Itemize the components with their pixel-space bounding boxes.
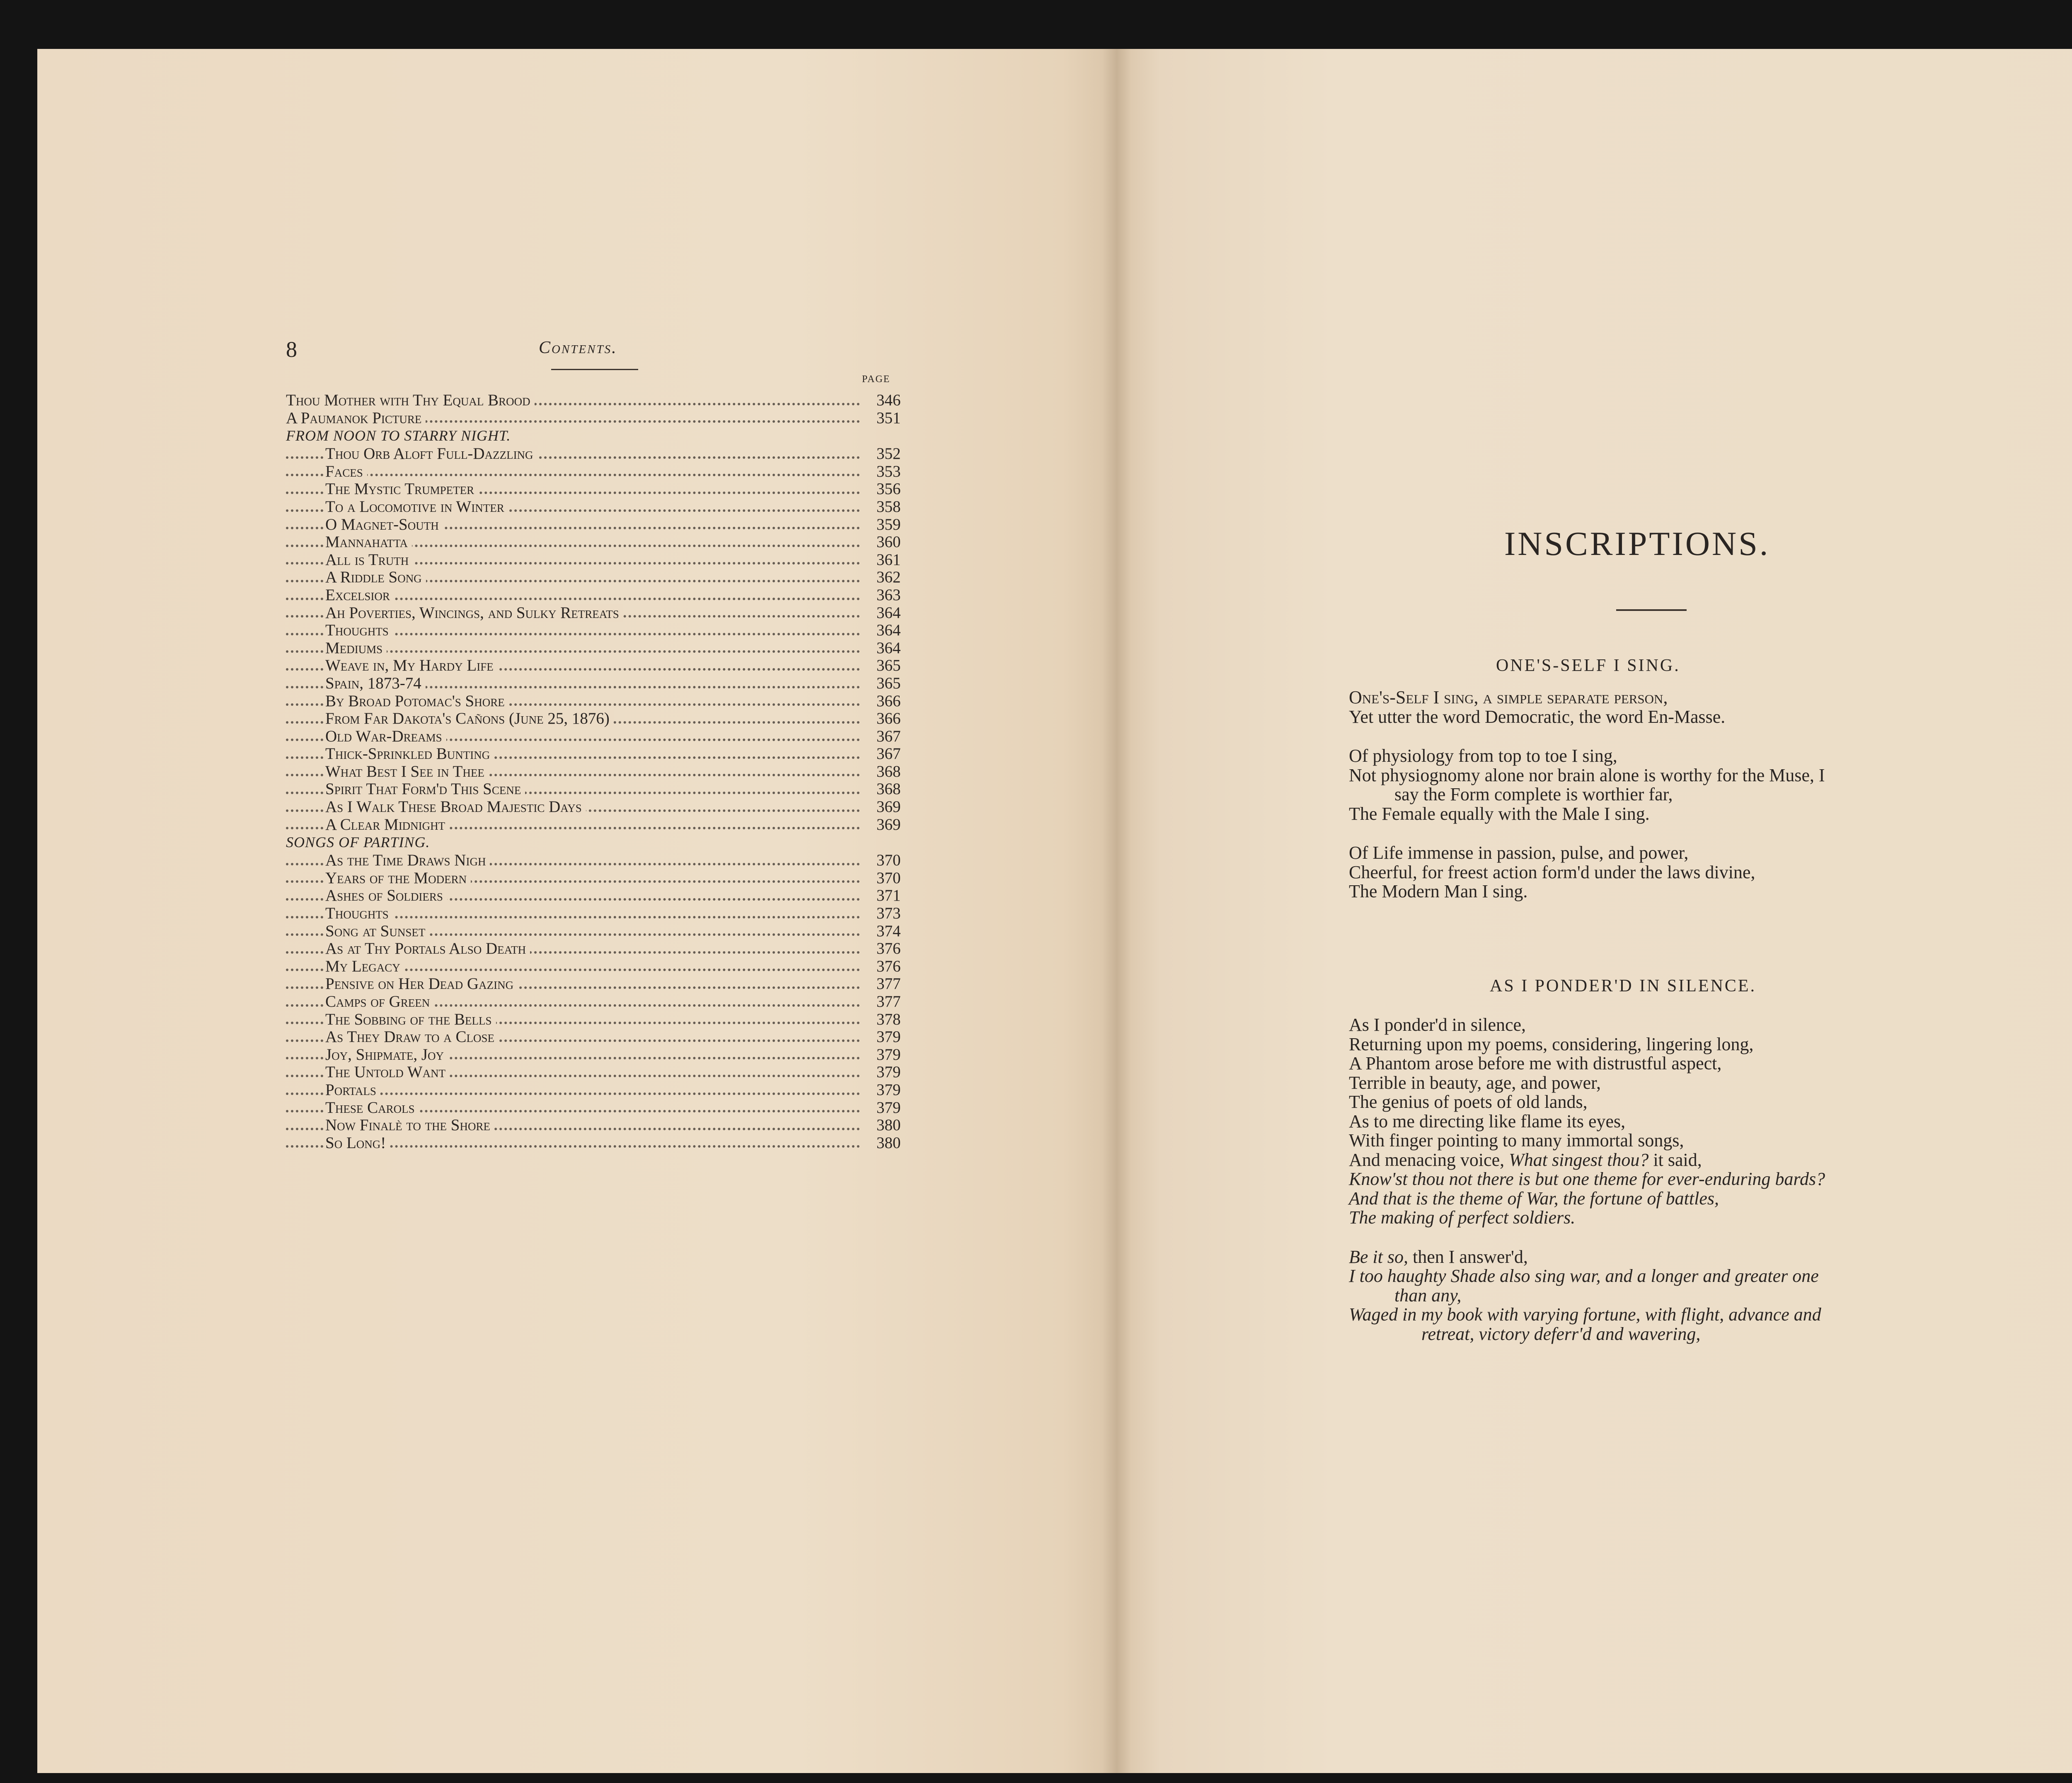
toc-entry-title: Thou Mother with Thy Equal Brood <box>286 392 535 409</box>
verse-line: Not physiognomy alone nor brain alone is worthy for the Muse, I <box>1349 765 1825 785</box>
toc-entry <box>286 958 908 976</box>
right-page <box>1117 49 2072 1773</box>
toc-entry-title: As I Walk These Broad Majestic Days <box>325 798 586 816</box>
toc-entry-title: By Broad Potomac's Shore <box>325 693 509 710</box>
toc-entry <box>286 1028 908 1046</box>
toc-entry-page: 364 <box>876 639 901 657</box>
verse-line <box>1349 1248 1825 1267</box>
toc-entry <box>286 622 908 640</box>
stanza-break <box>1349 824 1825 843</box>
toc-entry-page: 380 <box>876 1134 901 1152</box>
toc-entry <box>286 392 908 409</box>
toc-entry-page: 364 <box>876 603 901 622</box>
toc-entry <box>286 533 908 551</box>
verse-text: And menacing voice, <box>1349 1149 1505 1170</box>
toc-entry <box>286 480 908 498</box>
toc-entry-page: 379 <box>876 1080 901 1099</box>
toc-entry <box>286 1134 908 1152</box>
toc-entry <box>286 1064 908 1081</box>
verse-line: Terrible in beauty, age, and power, <box>1349 1072 1601 1093</box>
table-of-contents <box>286 392 908 1152</box>
verse-line: Returning upon my poems, considering, lingering long, <box>1349 1034 1754 1054</box>
toc-entry-title: As the Time Draws Nigh <box>325 852 490 869</box>
poem-title: AS I PONDER'D IN SILENCE. <box>1490 976 1757 996</box>
verse-line: And that is the theme of War, the fortune of battles, <box>1349 1188 1719 1209</box>
toc-entry-page: 380 <box>876 1116 901 1134</box>
book-gutter <box>1102 49 1131 1773</box>
toc-entry <box>286 463 908 481</box>
toc-entry-page: 362 <box>876 568 901 586</box>
toc-entry <box>286 498 908 516</box>
toc-entry-page: 369 <box>876 798 901 816</box>
toc-entry-title: Weave in, My Hardy Life <box>325 657 498 674</box>
verse-line: One's-Self I sing, a simple separate person, <box>1349 687 1668 707</box>
toc-entry-title: The Mystic Trumpeter <box>325 480 478 498</box>
toc-entry-title: SONGS OF PARTING. <box>286 833 434 851</box>
toc-entry <box>286 905 908 923</box>
toc-entry-page: 370 <box>876 869 901 887</box>
toc-entry-page: 370 <box>876 851 901 870</box>
verse-line: I too haughty Shade also sing war, and a longer and greater one <box>1349 1266 1819 1286</box>
toc-entry <box>286 923 908 940</box>
title-rule <box>1616 609 1687 611</box>
toc-entry <box>286 852 908 870</box>
toc-entry-page: 368 <box>876 780 901 798</box>
toc-entry-page: 365 <box>876 674 901 692</box>
toc-entry-title: Years of the Modern <box>325 870 471 887</box>
toc-entry-title: Joy, Shipmate, Joy <box>325 1046 448 1064</box>
toc-entry-page: 367 <box>876 745 901 763</box>
verse-line: than any, <box>1394 1285 1462 1306</box>
toc-entry-page: 358 <box>876 497 901 516</box>
toc-entry-page: 369 <box>876 815 901 833</box>
toc-entry <box>286 604 908 622</box>
verse-text: it said, <box>1648 1149 1702 1170</box>
toc-entry <box>286 586 908 604</box>
toc-entry-title: Song at Sunset <box>325 923 429 940</box>
verse-line <box>1349 1151 1825 1170</box>
toc-entry-title: FROM NOON TO STARRY NIGHT. <box>286 427 515 444</box>
toc-entry <box>286 445 908 463</box>
toc-entry-page: 365 <box>876 657 901 675</box>
toc-entry-title: O Magnet-South <box>325 516 443 533</box>
toc-entry-title: Spain, 1873-74 <box>325 675 426 692</box>
toc-entry <box>286 657 908 675</box>
toc-entry-page: 356 <box>876 480 901 498</box>
toc-entry <box>286 1046 908 1064</box>
toc-entry-title: What Best I See in Thee <box>325 763 489 780</box>
verse-line: Waged in my book with varying fortune, with flight, advance and <box>1349 1304 1821 1325</box>
toc-entry <box>286 993 908 1011</box>
verse-italic: Be it so, <box>1349 1246 1408 1267</box>
toc-entry <box>286 1011 908 1029</box>
toc-entry <box>286 745 908 763</box>
toc-entry-page: 359 <box>876 515 901 533</box>
toc-entry-page: 353 <box>876 462 901 480</box>
toc-section-heading <box>286 833 908 852</box>
toc-entry-page: 371 <box>876 887 901 905</box>
verse-line: The Modern Man I sing. <box>1349 881 1528 901</box>
toc-entry-title: A Paumanok Picture <box>286 409 426 427</box>
toc-entry <box>286 710 908 728</box>
verse-line: The genius of poets of old lands, <box>1349 1092 1588 1112</box>
toc-entry-title: Faces <box>325 463 367 480</box>
toc-entry-title: Now Finalè to the Shore <box>325 1117 494 1134</box>
toc-entry <box>286 816 908 834</box>
toc-entry-title: A Clear Midnight <box>325 816 449 833</box>
toc-entry <box>286 640 908 657</box>
verse-line: Of Life immense in passion, pulse, and power, <box>1349 843 1689 863</box>
toc-entry <box>286 1117 908 1134</box>
verse-line: The Female equally with the Male I sing. <box>1349 803 1650 824</box>
title-rule <box>551 369 638 370</box>
toc-entry <box>286 1099 908 1117</box>
toc-entry-title: The Untold Want <box>325 1064 450 1081</box>
toc-entry-title: Ashes of Soldiers <box>325 887 447 904</box>
toc-entry-page: 352 <box>876 445 901 463</box>
verse-line: With finger pointing to many immortal songs, <box>1349 1130 1684 1151</box>
toc-entry-page: 374 <box>876 922 901 940</box>
toc-entry <box>286 569 908 586</box>
toc-entry-title: Mannahatta <box>325 533 412 551</box>
verse-line: say the Form complete is worthier far, <box>1394 784 1673 804</box>
toc-entry-page: 376 <box>876 957 901 975</box>
verse-line: As I ponder'd in silence, <box>1349 1015 1526 1035</box>
verse-line: As to me directing like flame its eyes, <box>1349 1111 1626 1131</box>
verse-line: Of physiology from top to toe I sing, <box>1349 746 1617 766</box>
toc-entry-page: 368 <box>876 762 901 780</box>
toc-entry-page: 377 <box>876 975 901 993</box>
toc-entry <box>286 728 908 746</box>
toc-entry-page: 373 <box>876 904 901 923</box>
toc-entry-title: As They Draw to a Close <box>325 1028 499 1046</box>
page-number: 8 <box>286 337 297 362</box>
toc-entry-title: Ah Poverties, Wincings, and Sulky Retreats <box>325 604 623 622</box>
poem-body <box>1349 1015 1825 1344</box>
toc-entry-page: 364 <box>876 621 901 640</box>
poem-body <box>1349 688 1825 901</box>
stanza-break <box>1349 1228 1825 1248</box>
toc-entry <box>286 798 908 816</box>
toc-entry-title: Thick-Sprinkled Bunting <box>325 745 494 763</box>
toc-entry <box>286 1081 908 1099</box>
toc-entry-page: 379 <box>876 1045 901 1064</box>
toc-entry <box>286 780 908 798</box>
dot-leader <box>286 474 860 476</box>
toc-entry-title: As at Thy Portals Also Death <box>325 940 530 957</box>
toc-entry-title: Old War-Dreams <box>325 728 446 745</box>
verse-line: Know'st thou not there is but one theme for ever-enduring bards? <box>1349 1169 1825 1189</box>
verse-italic: What singest thou? <box>1509 1149 1649 1170</box>
toc-entry-title: From Far Dakota's Cañons (June 25, 1876) <box>325 710 614 727</box>
toc-entry <box>286 940 908 958</box>
toc-entry-title: All is Truth <box>325 551 413 569</box>
toc-entry-title: The Sobbing of the Bells <box>325 1011 496 1028</box>
toc-entry-page: 377 <box>876 993 901 1010</box>
toc-entry <box>286 551 908 569</box>
toc-entry <box>286 516 908 534</box>
verse-line: A Phantom arose before me with distrustful aspect, <box>1349 1053 1722 1073</box>
toc-entry-title: Spirit That Form'd This Scene <box>325 780 525 798</box>
toc-entry-page: 363 <box>876 586 901 604</box>
toc-entry-title: My Legacy <box>325 958 404 975</box>
toc-entry-page: 346 <box>876 391 901 409</box>
toc-entry-page: 366 <box>876 710 901 728</box>
toc-entry-page: 379 <box>876 1028 901 1046</box>
verse-line: retreat, victory deferr'd and wavering, <box>1421 1323 1701 1344</box>
toc-entry-page: 360 <box>876 533 901 551</box>
toc-entry-title: Thoughts <box>325 622 393 639</box>
stanza-break <box>1349 727 1825 746</box>
toc-entry-title: Excelsior <box>325 586 394 604</box>
toc-entry-title: Portals <box>325 1081 380 1099</box>
toc-entry-page: 379 <box>876 1098 901 1117</box>
toc-entry-title: Mediums <box>325 640 387 657</box>
toc-entry <box>286 887 908 905</box>
poem-title: ONE'S-SELF I SING. <box>1496 656 1680 675</box>
toc-entry <box>286 409 908 427</box>
toc-entry-page: 376 <box>876 940 901 958</box>
toc-entry <box>286 763 908 781</box>
toc-entry <box>286 975 908 993</box>
toc-entry-title: To a Locomotive in Winter <box>325 498 508 516</box>
toc-entry <box>286 693 908 710</box>
toc-entry-title: Pensive on Her Dead Gazing <box>325 975 518 993</box>
toc-entry-title: A Riddle Song <box>325 569 426 586</box>
section-title: INSCRIPTIONS. <box>1504 525 1770 562</box>
verse-line: Cheerful, for freest action form'd under the laws divine, <box>1349 862 1755 882</box>
toc-entry <box>286 870 908 887</box>
toc-entry-title: Camps of Green <box>325 993 434 1010</box>
toc-entry-title: Thoughts <box>325 905 393 922</box>
toc-entry <box>286 675 908 693</box>
toc-entry-page: 378 <box>876 1010 901 1028</box>
toc-entry-title: These Carols <box>325 1099 419 1117</box>
toc-entry-page: 361 <box>876 550 901 569</box>
toc-entry-title: Thou Orb Aloft Full-Dazzling <box>325 445 537 463</box>
toc-entry-page: 351 <box>876 409 901 427</box>
contents-title: Contents. <box>539 338 617 357</box>
verse-line: Yet utter the word Democratic, the word En-Masse. <box>1349 706 1726 727</box>
toc-entry-page: 366 <box>876 692 901 710</box>
verse-line: The making of perfect soldiers. <box>1349 1207 1576 1228</box>
toc-entry-title: So Long! <box>325 1134 390 1152</box>
toc-section-heading <box>286 427 908 445</box>
verse-text: then I answer'd, <box>1408 1246 1528 1267</box>
page-column-label: PAGE <box>862 374 891 385</box>
toc-entry-page: 379 <box>876 1063 901 1081</box>
toc-entry-page: 367 <box>876 727 901 745</box>
